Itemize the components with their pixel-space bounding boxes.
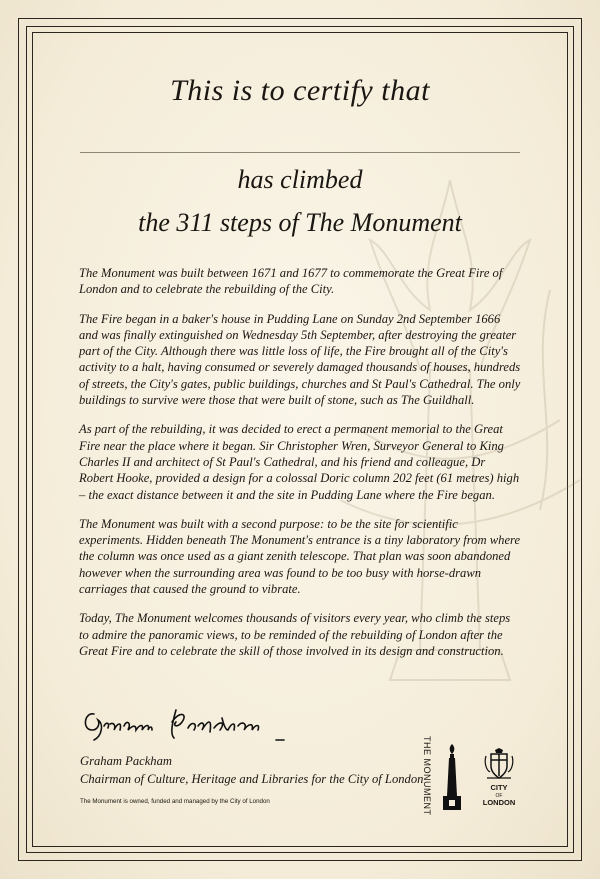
handwritten-signature (80, 700, 300, 750)
signer-title: Chairman of Culture, Heritage and Libraries for the City of London (80, 772, 424, 786)
signer-name: Graham Packham (80, 754, 172, 768)
monument-logo-icon (430, 740, 476, 812)
paragraph-5: Today, The Monument welcomes thousands of visitors every year, who climb the steps to admire the panoramic views, to be reminded of the rebuilding of London after the Great Fire and to celebrate the skill of those involved in its design and construction. (79, 611, 511, 658)
paragraph-1: The Monument was built between 1671 and 1677 to commemorate the Great Fire of London and to celebrate the rebuilding of the City. (79, 266, 503, 297)
certify-heading: This is to certify that (170, 74, 430, 107)
paragraph-4: The Monument was built with a second purpose: to be the site for scientific experiments. Hidden beneath The Monument's entrance is a tiny laboratory from where the column was once used as a giant zenith telescope. That plan was soon abandoned however when the surrounding area was found to be too busy with horse-drawn carriages that caused the ground to vibrate. (79, 516, 521, 597)
paragraph-2: The Fire began in a baker's house in Pudding Lane on Sunday 2nd September 1666 and was finally extinguished on Wednesday 5th September, after destroying the greater part of the City. Although there was little loss of life, the Fire brought all of the City's activity to a halt, having consumed or severely damaged thousands of houses, hundreds of streets, the City's gates, public buildings, churches and St Paul's Cathedral. The only buildings to survive were those that were built of stone, such as The Guildhall. (79, 311, 521, 408)
ownership-note: The Monument is owned, funded and managed by the City of London (80, 798, 270, 805)
city-logo-line1: CITY (490, 783, 508, 792)
paragraph-3: As part of the rebuilding, it was decided to erect a permanent memorial to the Great Fire near the place where it began. Sir Christopher Wren, Surveyor General to King Charles II and architect of St Paul's Cathedral, and his friend and colleague, Dr Robert Hooke, provided a design for a colossal Doric column 202 feet (61 metres) high – the exact distance between it and the site in Pudding Lane where the Fire began. (79, 422, 520, 502)
monument-logo-text: THE MONUMENT (422, 736, 432, 816)
city-logo-line2: LONDON (482, 797, 516, 807)
steps-text: the 311 steps of The Monument (138, 208, 462, 237)
climbed-text: has climbed (237, 165, 363, 194)
name-line (80, 152, 520, 153)
city-of-london-logo-text (476, 784, 522, 807)
history-text (79, 265, 521, 672)
city-of-london-crest-icon (482, 748, 516, 782)
city-logo-of: OF (495, 792, 503, 799)
